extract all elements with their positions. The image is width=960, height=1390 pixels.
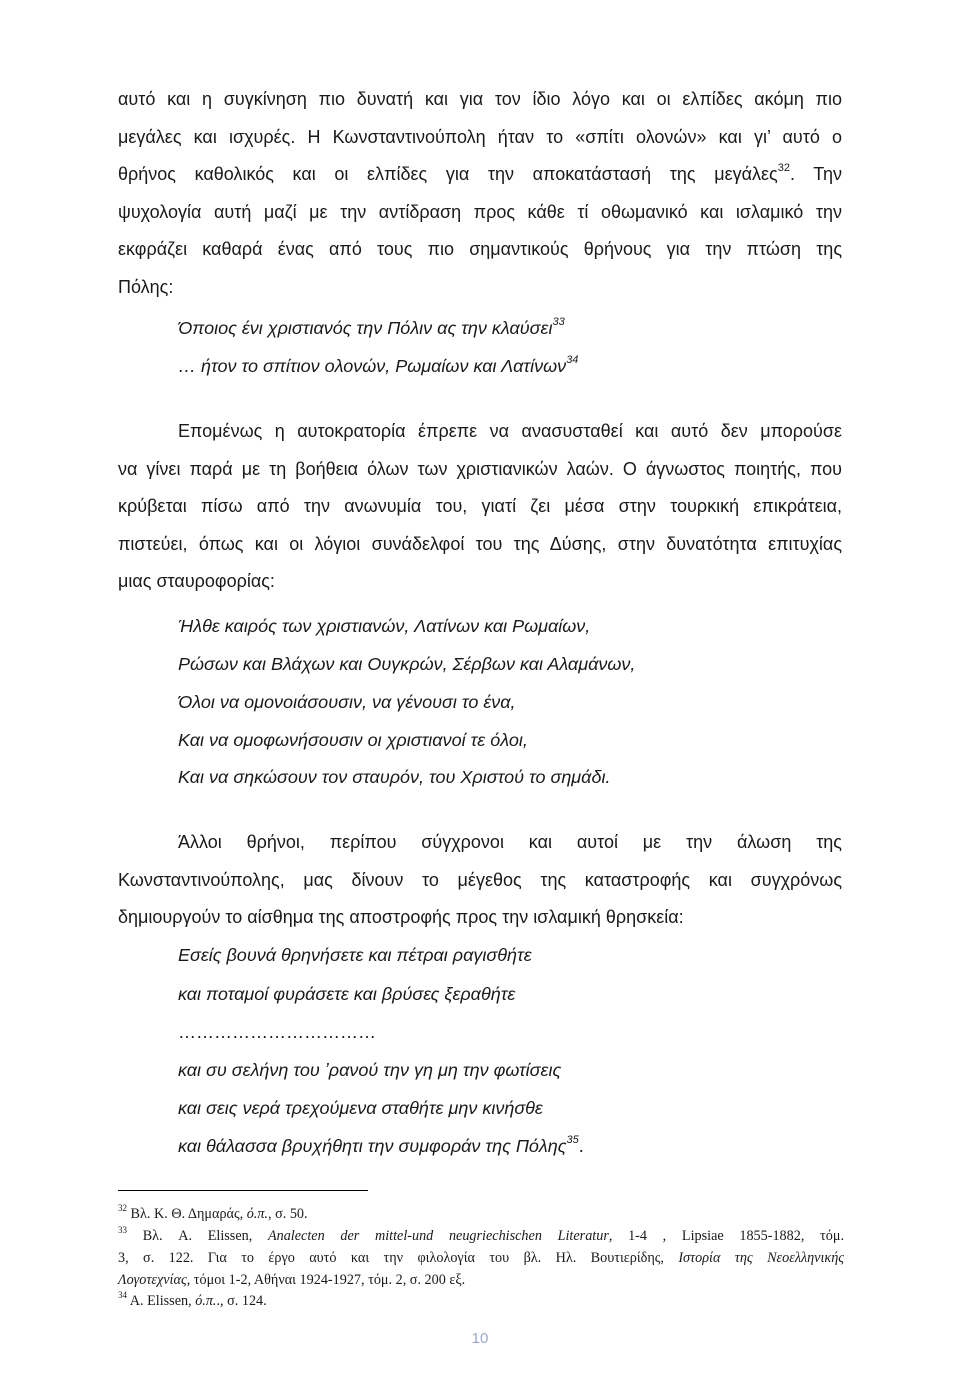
page-number: 10 [471,1330,489,1347]
footnote-text: 3, σ. 122. Για το έργο αυτό και την φιλολογία του βλ. Ηλ. Βουτιερίδης, [118,1250,679,1266]
verse-line [178,318,565,339]
verse-text: και θάλασσα βρυχήθητι την συμφοράν της Πόλης [178,1136,567,1156]
text-line: πιστεύει, όπως και οι λόγιοι συνάδελφοί του της Δύσης, στην δυνατότητα επιτυχίας [118,533,842,554]
verse-line: Εσείς βουνά θρηνήσετε και πέτραι ραγισθήτε [178,945,532,965]
text-line: κρύβεται πίσω από την ανωνυμία του, γιατί ζει μέσα στην τουρκική επικράτεια, [118,496,842,516]
text-line: ψυχολογία αυτή μαζί με την αντίδραση προς κάθε τί οθωμανικό και ισλαμικό την [118,201,842,222]
verse-text: … ήτον το σπίτιον ολονών, Ρωμαίων και Λατίνων [178,356,567,376]
footnote-text: , σ. 50. [267,1206,308,1222]
footnote-text: ., σ. 124. [216,1293,267,1309]
footnote-separator [118,1190,368,1191]
ellipsis-line: …………………………… [178,1022,376,1042]
footnote-text: Βλ. A. Elissen, [142,1228,268,1244]
text-line: Πόλης: [118,276,174,297]
text-line: μιας σταυροφορίας: [118,571,275,591]
verse-line: Όλοι να ομονοιάσουσιν, να γένουσι το ένα, [178,692,516,712]
text-line: Κωνσταντινούπολης, μας δίνουν το μέγεθος της καταστροφής και συγχρόνως [118,869,842,890]
verse-line: και ποταμοί φυράσετε και βρύσες ξεραθήτε [178,984,516,1004]
text-segment: . Την [789,164,842,184]
footnote-number: 32 [118,1203,127,1214]
verse-line: και σεις νερά τρεχούμενα σταθήτε μην κινήσθε [178,1098,543,1118]
text-line: μεγάλες και ισχυρές. Η Κωνσταντινούπολη ήταν το «σπίτι ολονών» και γι’ αυτό ο [118,126,842,147]
text-line: εκφράζει καθαρά ένας από τους πιο σημαντικούς θρήνους για την πτώση της [118,239,842,259]
footnote-line [118,1247,844,1269]
footnote-italic: ό.π. [195,1293,217,1309]
text-segment: θρήνος καθολικός και οι ελπίδες για την αποκατάστασή της μεγάλες [118,164,778,184]
footnote-number: 34 [118,1290,127,1301]
verse-line [178,1136,584,1157]
text-line: αυτό και η συγκίνηση πιο δυνατή και για τον ίδιο λόγο και οι ελπίδες ακόμη πιο [118,89,842,109]
footnote-number: 33 [118,1225,127,1236]
footnote-text: A. Elissen, [129,1293,196,1309]
footnote-ref-33[interactable]: 33 [552,316,565,328]
verse-line: Και να ομοφωνήσουσιν οι χριστιανοί τε όλοι, [178,730,528,750]
verse-end: . [578,1136,584,1156]
text-line: Επομένως η αυτοκρατορία έπρεπε να ανασυσταθεί και αυτό δεν μπορούσε [178,421,842,441]
footnote-text: Βλ. Κ. Θ. Δημαράς, [130,1206,247,1222]
footnote-italic: Λογοτεχνίας [118,1272,187,1288]
verse-line: και συ σελήνη του ’ρανού την γη μη την φωτίσεις [178,1060,562,1080]
footnote-32 [118,1203,844,1225]
text-line: Άλλοι θρήνοι, περίπου σύγχρονοι και αυτοί με την άλωση της [178,832,842,852]
footnote-line [118,1269,844,1291]
verse-text: Όποιος ένι χριστιανός την Πόλιν ας την κλαύσει [178,318,553,338]
text-line: να γίνει παρά με τη βοήθεια όλων των χριστιανικών λαών. Ο άγνωστος ποιητής, που [118,458,842,479]
footnote-italic: ό.π. [246,1206,268,1222]
footnote-ref-32[interactable]: 32 [777,162,790,174]
footnote-ref-35[interactable]: 35 [566,1134,579,1146]
footnote-text: , 1-4 , Lipsiae 1855-1882, τόμ. [608,1228,845,1244]
footnote-italic: Analecten der mittel-und neugriechischen Literatur [267,1228,609,1244]
text-line: δημιουργούν το αίσθημα της αποστροφής προς την ισλαμική θρησκεία: [118,907,684,927]
footnote-italic: Ιστορία της Νεοελληνικής [678,1250,844,1266]
footnote-34 [118,1290,844,1312]
footnote-text: , τόμοι 1-2, Αθήναι 1924-1927, τόμ. 2, σ. 200 εξ. [186,1272,466,1288]
footnote-line [118,1225,844,1247]
text-line [118,156,842,194]
verse-line: Και να σηκώσουν τον σταυρόν, του Χριστού το σημάδι. [178,767,611,787]
paragraph-1 [118,81,842,306]
paragraph-3 [118,824,842,937]
paragraph-2 [118,413,842,601]
verse-line: Ήλθε καιρός των χριστιανών, Λατίνων και Ρωμαίων, [178,616,591,636]
verse-line: Ρώσων και Βλάχων και Ουγκρών, Σέρβων και Αλαμάνων, [178,654,636,674]
footnote-ref-34[interactable]: 34 [566,354,579,366]
footnote-33 [118,1225,844,1291]
verse-line [178,356,578,377]
